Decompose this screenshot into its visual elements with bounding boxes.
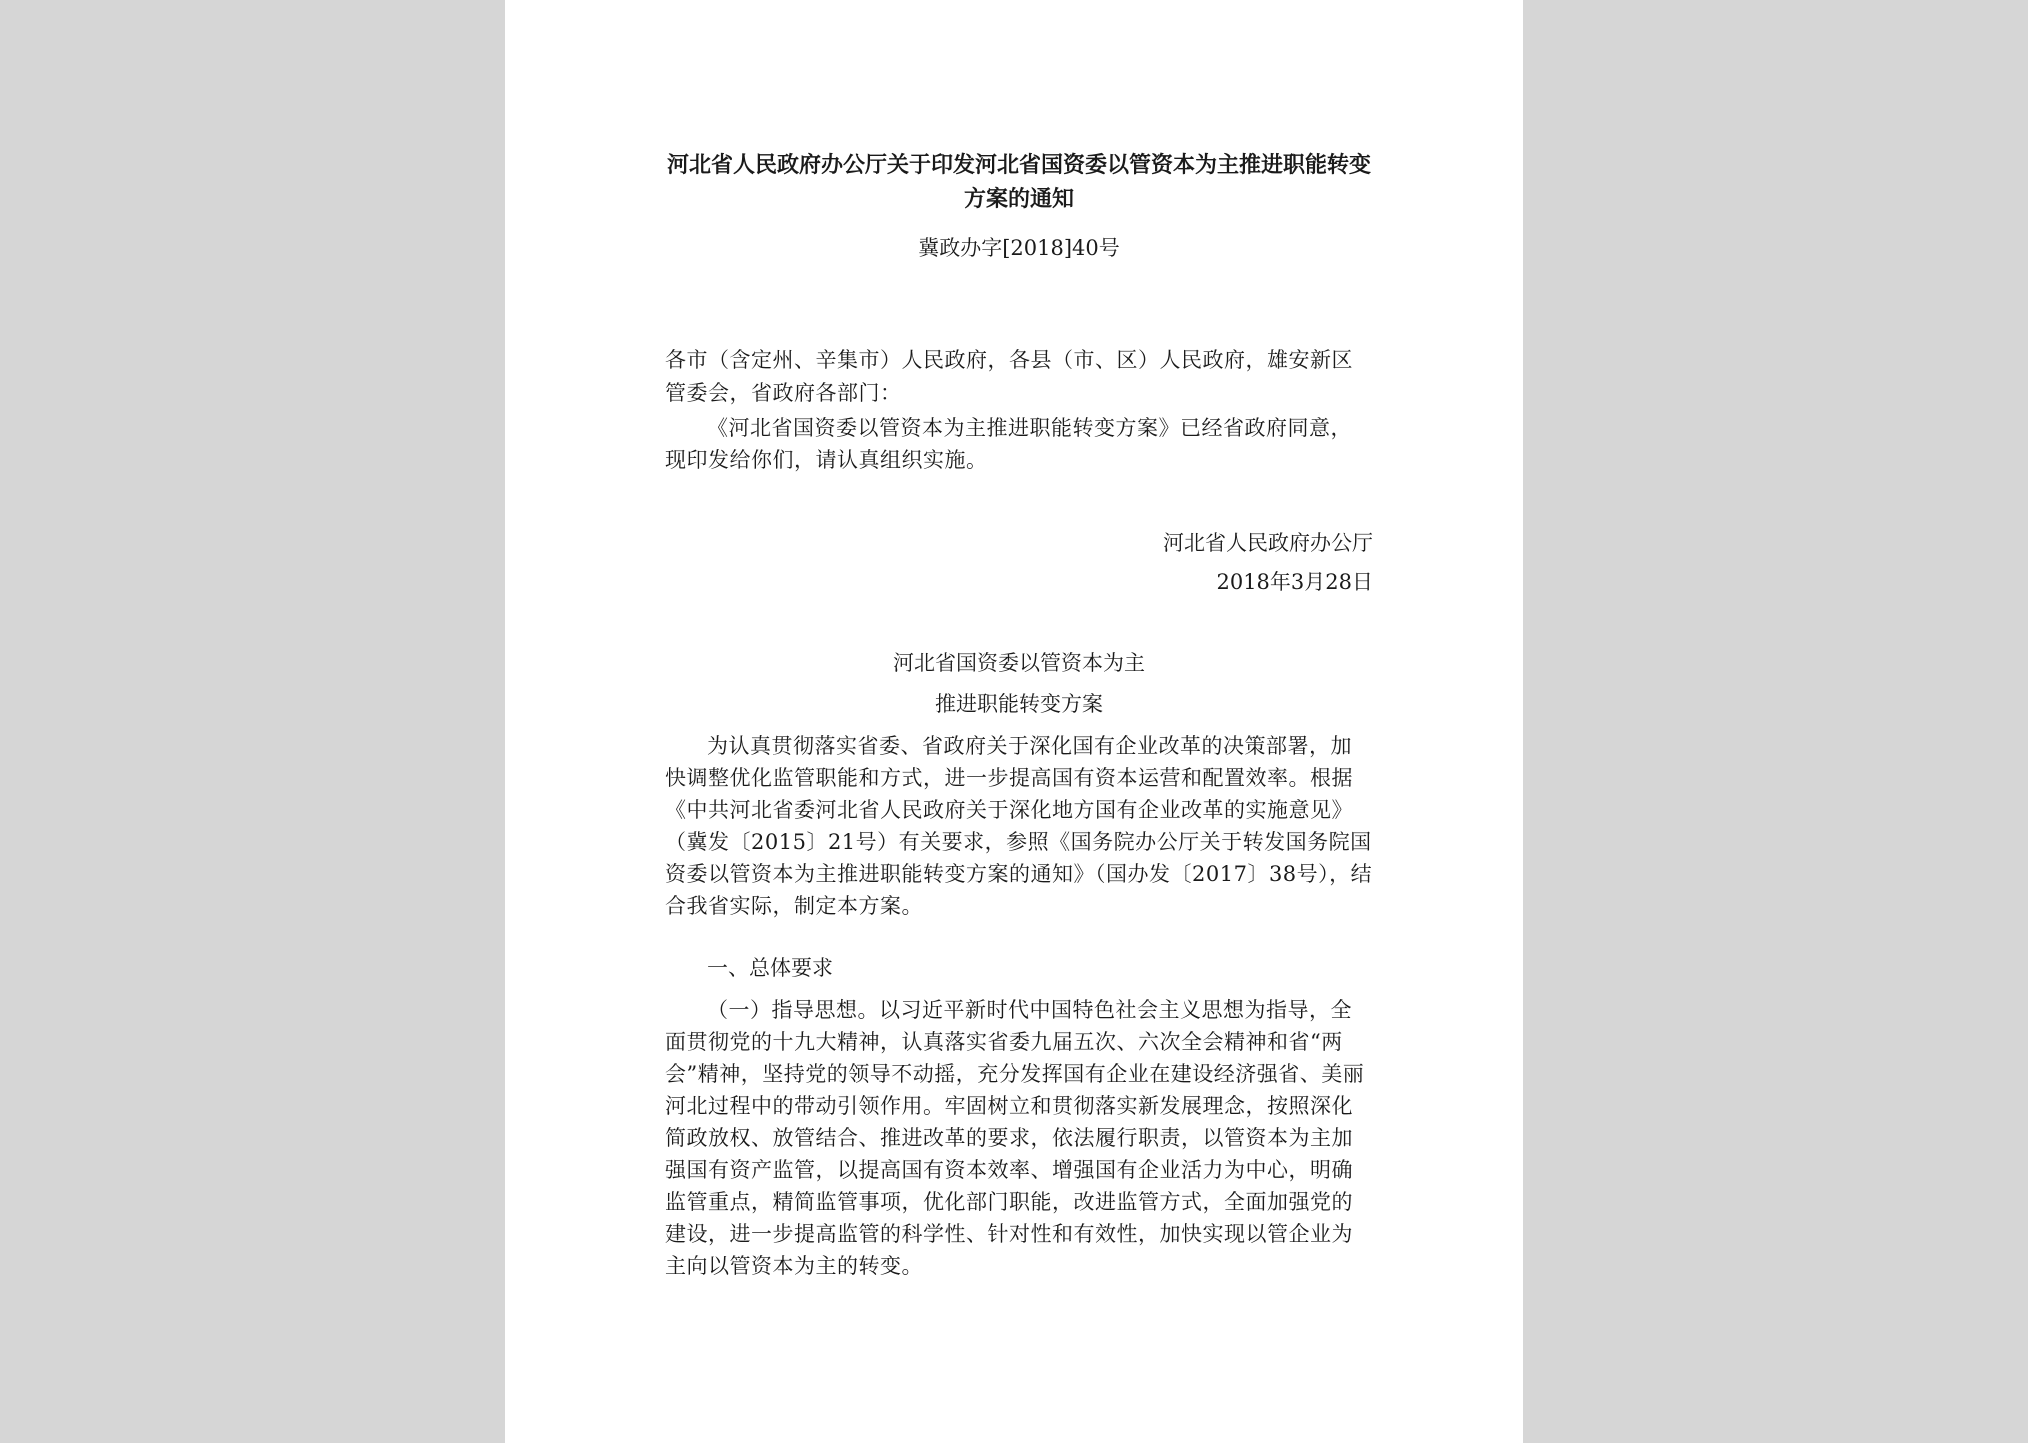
section1-paragraph: （一）指导思想。以习近平新时代中国特色社会主义思想为指导，全面贯彻党的十九大精神，认真落实省委九届五次、六次全会精神和省“两会”精神，坚持党的领导不动摇，充分发挥国有企业在建设经济强省、美丽河北过程中的带动引领作用。牢固树立和贯彻落实新发展理念，按照深化简政放权、放管结合、推进改革的要求，依法履行职责，以管资本为主加强国有资产监管，以提高国有资本效率、增强国有企业活力为中心，明确监管重点，精简监管事项，优化部门职能，改进监管方式，全面加强党的建设，进一步提高监管的科学性、针对性和有效性，加快实现以管企业为主向以管资本为主的转变。: [665, 998, 1365, 1278]
notice-body: 《河北省国资委以管资本为主推进职能转变方案》已经省政府同意，现印发给你们，请认真组织实施。: [665, 416, 1352, 472]
document-title: 河北省人民政府办公厅关于印发河北省国资委以管资本为主推进职能转变方案的通知: [666, 152, 1371, 212]
plan-title-line1: 河北省国资委以管资本为主: [893, 651, 1145, 675]
intro-paragraph: 为认真贯彻落实省委、省政府关于深化国有企业改革的决策部署，加快调整优化监管职能和方式，进一步提高国有资本运营和配置效率。根据《中共河北省委河北省人民政府关于深化地方国有企业改革的实施意见》（冀发〔2015〕21号）有关要求，参照《国务院办公厅关于转发国务院国资委以管资本为主推进职能转变方案的通知》（国办发〔2017〕38号），结合我省实际，制定本方案。: [665, 734, 1373, 918]
recipients-line: 各市（含定州、辛集市）人民政府，各县（市、区）人民政府，雄安新区管委会，省政府各部门：: [665, 348, 1353, 405]
plan-title-line2: 推进职能转变方案: [935, 692, 1103, 716]
signature-organization: 河北省人民政府办公厅: [1163, 531, 1373, 555]
signature-date: 2018年3月28日: [1216, 570, 1373, 594]
document-page: [505, 0, 1523, 1443]
section1-heading: 一、总体要求: [707, 956, 833, 980]
document-number: 冀政办字[2018]40号: [918, 236, 1120, 260]
